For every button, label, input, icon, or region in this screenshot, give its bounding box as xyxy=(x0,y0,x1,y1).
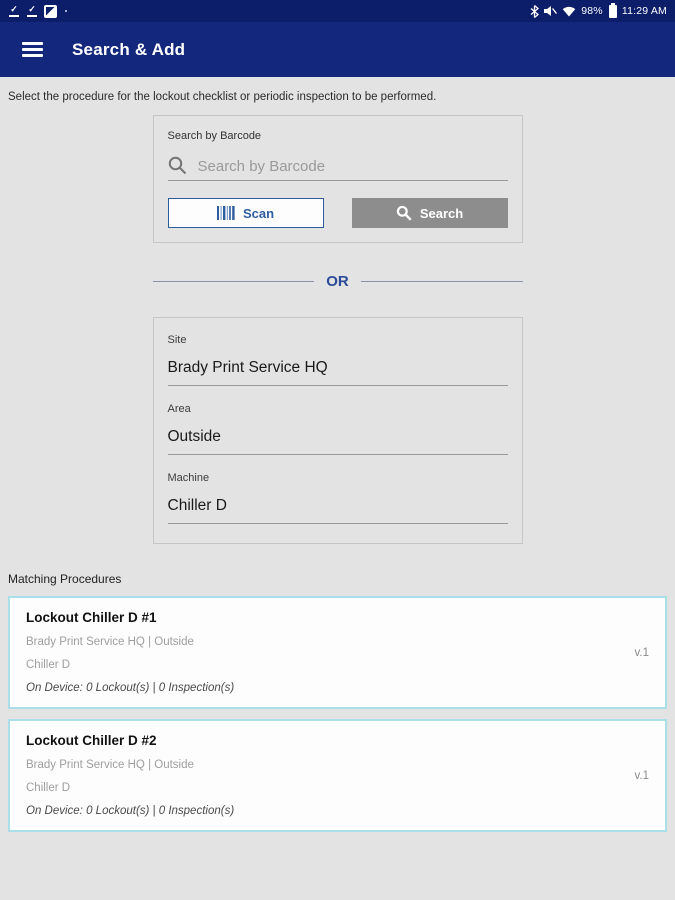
download-done-icon: ✓ xyxy=(26,5,38,18)
site-label: Site xyxy=(167,334,187,346)
or-divider xyxy=(153,273,523,290)
wifi-icon xyxy=(562,6,576,17)
procedure-card[interactable] xyxy=(8,719,667,832)
procedure-machine: Chiller D xyxy=(26,659,71,671)
barcode-search-input[interactable] xyxy=(198,158,508,175)
procedure-location: Brady Print Service HQ | Outside xyxy=(26,759,194,771)
battery-icon xyxy=(609,5,617,18)
procedure-title: Lockout Chiller D #2 xyxy=(26,733,157,748)
barcode-icon xyxy=(217,206,235,220)
or-label: OR xyxy=(326,273,349,290)
site-field xyxy=(168,334,508,386)
app-bar xyxy=(0,22,675,77)
machine-field xyxy=(168,472,508,524)
status-bar-left xyxy=(8,5,67,18)
status-bar-right xyxy=(530,5,667,18)
machine-label: Machine xyxy=(167,472,210,484)
hamburger-menu-icon[interactable] xyxy=(22,42,43,57)
machine-select[interactable]: Chiller D xyxy=(168,497,508,524)
search-icon xyxy=(396,205,412,221)
clock: 11:29 AM xyxy=(621,5,667,17)
procedure-location: Brady Print Service HQ | Outside xyxy=(26,636,194,648)
procedure-title: Lockout Chiller D #1 xyxy=(26,610,157,625)
procedure-version: v.1 xyxy=(634,769,649,782)
procedure-on-device: On Device: 0 Lockout(s) | 0 Inspection(s) xyxy=(26,682,235,694)
area-field xyxy=(168,403,508,455)
volume-muted-icon xyxy=(544,5,557,17)
screenshot-icon xyxy=(44,5,57,18)
scan-button[interactable] xyxy=(168,198,324,228)
procedure-version: v.1 xyxy=(634,646,649,659)
procedure-machine: Chiller D xyxy=(26,782,71,794)
location-form-card xyxy=(153,317,523,544)
area-select[interactable]: Outside xyxy=(168,428,508,455)
notification-dot-icon xyxy=(65,10,67,12)
search-button[interactable] xyxy=(352,198,508,228)
barcode-buttons-row xyxy=(168,198,508,228)
battery-percent: 98% xyxy=(581,5,603,17)
area-label: Area xyxy=(167,403,191,415)
scan-button-label: Scan xyxy=(242,205,275,221)
instruction-text: Select the procedure for the lockout checklist or periodic inspection to be performed. xyxy=(8,91,437,103)
matching-procedures-label: Matching Procedures xyxy=(8,572,122,586)
status-bar xyxy=(0,0,675,22)
divider-line xyxy=(153,281,315,283)
barcode-search-card xyxy=(153,115,523,243)
page-title: Search & Add xyxy=(72,39,186,59)
search-button-label: Search xyxy=(419,205,464,221)
download-done-icon: ✓ xyxy=(8,5,20,18)
procedure-on-device: On Device: 0 Lockout(s) | 0 Inspection(s) xyxy=(26,805,235,817)
site-select[interactable]: Brady Print Service HQ xyxy=(168,359,508,386)
search-icon xyxy=(168,156,187,175)
barcode-input-row xyxy=(168,156,508,181)
barcode-card-label: Search by Barcode xyxy=(167,130,262,142)
bluetooth-icon xyxy=(530,5,539,18)
procedure-card[interactable] xyxy=(8,596,667,709)
divider-line xyxy=(361,281,523,283)
